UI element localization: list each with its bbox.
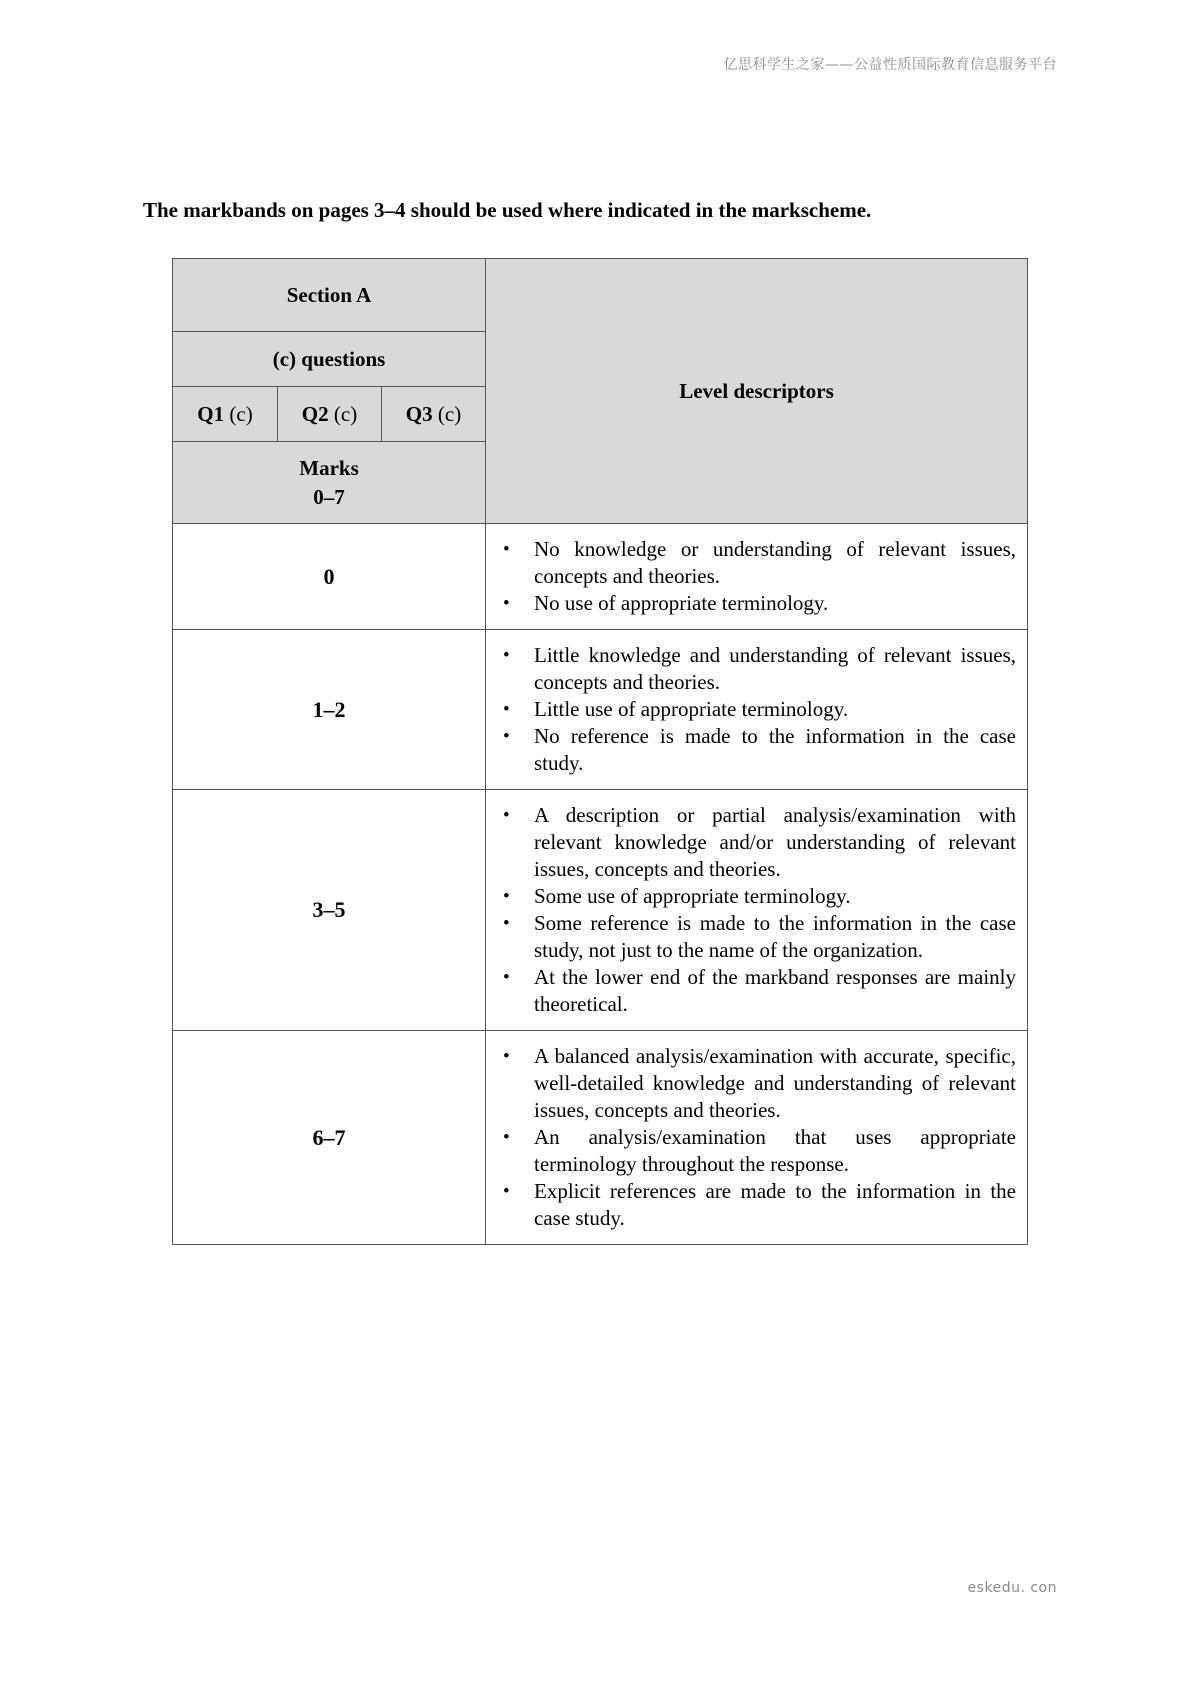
- question-number: Q3: [405, 401, 433, 426]
- question-number: Q2: [301, 401, 329, 426]
- markband-row: [173, 1031, 1028, 1245]
- markband-mark: 6–7: [173, 1031, 486, 1245]
- question-header-q2: [278, 387, 382, 442]
- descriptor-item: • Some use of appropriate terminology.: [496, 883, 1016, 910]
- markband-descriptors: [486, 1031, 1028, 1245]
- descriptor-item: • Little knowledge and understanding of relevant issues, concepts and theories.: [496, 642, 1016, 696]
- markband-row: [173, 790, 1028, 1031]
- descriptor-item: • At the lower end of the markband responses are mainly theoretical.: [496, 964, 1016, 1018]
- descriptor-item: • No reference is made to the information in the case study.: [496, 723, 1016, 777]
- descriptor-item: • An analysis/examination that uses appropriate terminology throughout the response.: [496, 1124, 1016, 1178]
- descriptor-item: • No use of appropriate terminology.: [496, 590, 1016, 617]
- questions-header: (c) questions: [173, 332, 486, 387]
- level-descriptors-header: Level descriptors: [486, 259, 1028, 524]
- markband-descriptors: [486, 790, 1028, 1031]
- question-header-q3: [382, 387, 486, 442]
- descriptor-item: • Explicit references are made to the information in the case study.: [496, 1178, 1016, 1232]
- markband-row: [173, 630, 1028, 790]
- descriptor-item: • A description or partial analysis/examination with relevant knowledge and/or understanding of relevant issues, concepts and theories.: [496, 802, 1016, 883]
- marks-label: Marks: [299, 455, 359, 480]
- question-header-q1: [173, 387, 278, 442]
- descriptor-item: • Some reference is made to the information in the case study, not just to the name of the organization.: [496, 910, 1016, 964]
- marks-range: 0–7: [313, 484, 345, 509]
- question-part: (c): [229, 401, 253, 426]
- header-row-section: [173, 259, 1028, 332]
- question-number: Q1: [197, 401, 225, 426]
- header-site-note: 亿思科学生之家——公益性质国际教育信息服务平台: [723, 57, 1057, 73]
- markband-mark: 1–2: [173, 630, 486, 790]
- markband-mark: 0: [173, 524, 486, 630]
- descriptor-item: • No knowledge or understanding of relevant issues, concepts and theories.: [496, 536, 1016, 590]
- descriptor-list: [496, 642, 1016, 777]
- descriptor-list: [496, 536, 1016, 617]
- markband-descriptors: [486, 630, 1028, 790]
- section-header: Section A: [173, 259, 486, 332]
- question-part: (c): [437, 401, 462, 426]
- footer-site: eskedu. con: [967, 1580, 1057, 1596]
- marks-header: [173, 442, 486, 524]
- markbands-table: [172, 258, 1028, 1245]
- question-part: (c): [333, 401, 358, 426]
- markband-mark: 3–5: [173, 790, 486, 1031]
- intro-text: The markbands on pages 3–4 should be used where indicated in the markscheme.: [143, 198, 872, 222]
- markband-row: [173, 524, 1028, 630]
- markband-descriptors: [486, 524, 1028, 630]
- descriptor-list: [496, 1043, 1016, 1232]
- descriptor-item: • Little use of appropriate terminology.: [496, 696, 1016, 723]
- descriptor-list: [496, 802, 1016, 1018]
- descriptor-item: • A balanced analysis/examination with accurate, specific, well-detailed knowledge and understanding of relevant issues, concepts and theories.: [496, 1043, 1016, 1124]
